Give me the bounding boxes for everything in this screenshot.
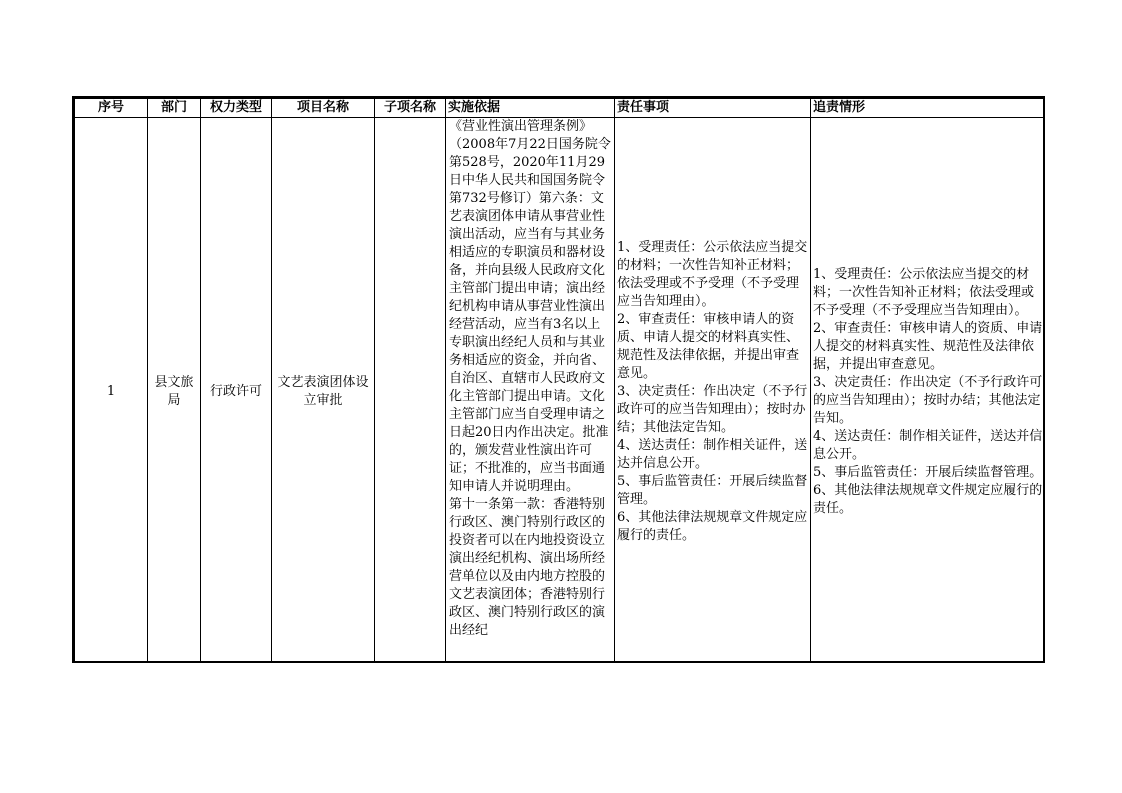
duty-item: 6、其他法律法规规章文件规定应履行的责任。: [617, 509, 808, 543]
cell-dept: 县文旅局: [148, 118, 201, 664]
header-item-name: 项目名称: [272, 99, 375, 118]
accountability-item: 5、事后监管责任：开展后续监督管理。: [813, 464, 1043, 480]
cell-duties: [615, 118, 811, 664]
basis-text-block: [449, 118, 611, 663]
accountability-item: 4、送达责任：制作相关证件，送达并信息公开。: [813, 428, 1043, 462]
cell-basis: [446, 118, 615, 664]
duty-item: 2、审查责任：审核申请人的资质、申请人提交的材料真实性、规范性及法律依据，并提出审查意见。: [617, 311, 800, 381]
accountability-item: 1、受理责任：公示依法应当提交的材料；一次性告知补正材料；依法受理或不予受理（不予受理应当告知理由）。: [813, 266, 1035, 318]
header-duties: 责任事项: [615, 99, 811, 118]
cell-power-type: 行政许可: [201, 118, 272, 664]
basis-paragraph: 《营业性演出管理条例》（2008年7月22日国务院令第528号，2020年11月29日中华人民共和国国务院令第732号修订）第六条：文艺表演团体申请从事营业性演出活动，应当有与其业务相适应的专职演员和器材设备，并向县级人民政府文化主管部门提出申请；演出经纪机构申请从事营业性演出经营活动，应当有3名以上专职演出经纪人员和与其业务相适应的资金，并向省、自治区、直辖市人民政府文化主管部门提出申请。文化主管部门应当自受理申请之日起20日内作出决定。批准的，颁发营业性演出许可证；不批准的，应当书面通知申请人并说明理由。: [449, 119, 611, 494]
cell-sub-item: [375, 118, 446, 664]
duty-item: 5、事后监管责任：开展后续监督管理。: [617, 473, 808, 507]
duty-item: 3、决定责任：作出决定（不予行政许可的应当告知理由）；按时办结；其他法定告知。: [617, 383, 808, 435]
cell-item-name: 文艺表演团体设立审批: [272, 118, 375, 664]
duty-item: 4、送达责任：制作相关证件，送达并信息公开。: [617, 437, 808, 471]
header-power-type: 权力类型: [201, 99, 272, 118]
accountability-item: 3、决定责任：作出决定（不予行政许可的应当告知理由）；按时办结；其他法定告知。: [813, 374, 1043, 426]
header-seq: 序号: [75, 99, 148, 118]
accountability-item: 2、审查责任：审核申请人的资质、申请人提交的材料真实性、规范性及法律依据，并提出审查意见。: [813, 320, 1043, 372]
basis-paragraph: 第十一条第一款：香港特别行政区、澳门特别行政区的投资者可以在内地投资设立演出经纪机构、演出场所经营单位以及由内地方控股的文艺表演团体；香港特别行政区、澳门特别行政区的演出经纪: [449, 497, 606, 638]
cell-accountability: [811, 118, 1046, 664]
header-dept: 部门: [148, 99, 201, 118]
header-row: [75, 99, 1046, 118]
header-sub-item: 子项名称: [375, 99, 446, 118]
duty-item: 1、受理责任：公示依法应当提交的材料；一次性告知补正材料；依法受理或不予受理（不予受理应当告知理由）。: [617, 239, 808, 309]
spreadsheet-table-area: [72, 96, 1045, 663]
header-basis: 实施依据: [446, 99, 615, 118]
power-list-table: [74, 98, 1045, 663]
table-row: [75, 118, 1046, 664]
cell-seq: 1: [75, 118, 148, 664]
header-accountability: 追责情形: [811, 99, 1046, 118]
accountability-item: 6、其他法律法规规章文件规定应履行的责任。: [813, 482, 1043, 516]
